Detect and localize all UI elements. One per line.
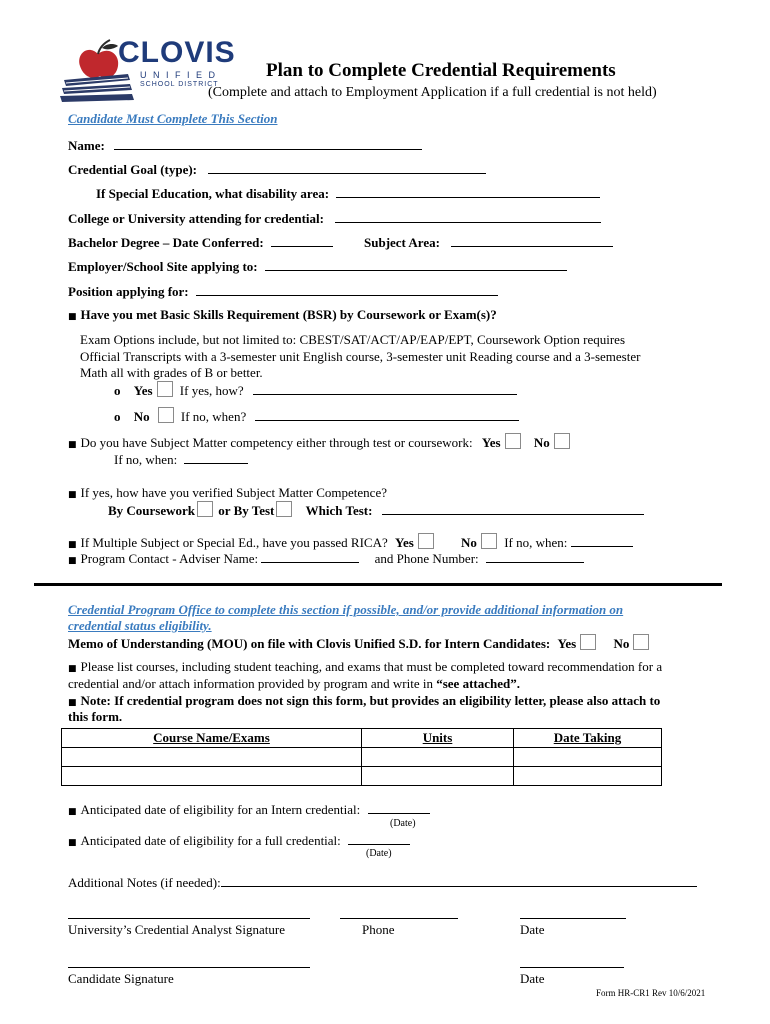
analyst-phone-label: Phone [362, 922, 395, 937]
name-label: Name: [68, 138, 105, 153]
bullet-icon: ■ [68, 664, 77, 674]
analyst-date-label: Date [520, 922, 545, 937]
special-ed-line[interactable] [336, 185, 600, 198]
form-id: Form HR-CR1 Rev 10/6/2021 [596, 988, 706, 998]
smc-no-label: No [533, 435, 550, 450]
employer-line[interactable] [265, 258, 567, 271]
page-subtitle: (Complete and attach to Employment Application if a full credential is not held) [208, 85, 657, 100]
which-test-label: Which Test: [305, 503, 373, 518]
list-courses-text-1: Please list courses, including student teaching, and exams that must be completed toward recommendation for a [80, 659, 663, 674]
analyst-date-line[interactable] [520, 906, 626, 919]
table-row [62, 767, 662, 786]
special-ed-field[interactable] [96, 185, 600, 202]
by-test-checkbox[interactable] [276, 501, 292, 517]
smc-when-line[interactable] [184, 451, 248, 464]
table-header-row [62, 729, 662, 748]
contact-line[interactable] [261, 550, 359, 563]
table-row [62, 748, 662, 767]
header-units: Units [362, 729, 514, 748]
section2-heading-2: credential status eligibility. [68, 618, 212, 633]
note-text-1: Note: If credential program does not sign this form, but provides an eligibility letter, please also attach to [80, 693, 661, 708]
table-cell[interactable] [514, 767, 662, 786]
rica-no-label: No [461, 535, 477, 550]
bsr-yes-how-line[interactable] [253, 382, 517, 395]
subject-area-line[interactable] [451, 234, 613, 247]
by-coursework-checkbox[interactable] [197, 501, 213, 517]
which-test-line[interactable] [382, 502, 644, 515]
full-date-caption: (Date) [366, 848, 392, 859]
phone-number-label: and Phone Number: [374, 551, 479, 566]
intern-date-line[interactable] [368, 801, 430, 814]
notes-label: Additional Notes (if needed): [68, 875, 221, 890]
contact-row [68, 550, 584, 567]
analyst-signature-label: University’s Credential Analyst Signature [68, 922, 285, 937]
bullet-icon: ■ [68, 540, 77, 550]
exam-options-3: Math all with grades of B or better. [80, 365, 263, 380]
section-divider [34, 583, 722, 586]
analyst-signature-line[interactable] [68, 906, 310, 919]
bullet-icon: ■ [68, 312, 77, 322]
circle-bullet-icon: o [114, 383, 121, 398]
goal-field[interactable] [68, 161, 486, 178]
smc-question-text: Do you have Subject Matter competency either through test or coursework: [80, 435, 473, 450]
bullet-icon: ■ [68, 807, 77, 817]
logo-unified: U N I F I E D [140, 70, 218, 80]
candidate-date-line[interactable] [520, 955, 624, 968]
circle-bullet-icon: o [114, 409, 121, 424]
smc-when-label: If no, when: [114, 452, 178, 467]
smc-when-field[interactable] [114, 451, 248, 468]
or-by-test-label: or By Test [218, 503, 275, 518]
phone-number-line[interactable] [486, 550, 584, 563]
position-line[interactable] [196, 283, 498, 296]
mou-label: Memo of Understanding (MOU) on file with Clovis Unified S.D. for Intern Candidates: [68, 636, 551, 651]
table-cell[interactable] [514, 748, 662, 767]
mou-no-label: No [613, 636, 630, 651]
bullet-icon: ■ [68, 490, 77, 500]
employer-field[interactable] [68, 258, 567, 275]
header-course: Course Name/Exams [62, 729, 362, 748]
contact-label: Program Contact - Adviser Name: [80, 551, 259, 566]
name-line[interactable] [114, 137, 422, 150]
bachelor-field[interactable] [68, 234, 333, 251]
mou-yes-label: Yes [557, 636, 577, 651]
intern-date-label: Anticipated date of eligibility for an Intern credential: [80, 802, 361, 817]
rica-question-text: If Multiple Subject or Special Ed., have you passed RICA? [80, 535, 388, 550]
analyst-phone-line[interactable] [340, 906, 458, 919]
bsr-yes-checkbox[interactable] [157, 381, 173, 397]
smc-question [68, 433, 574, 451]
bullet-icon: ■ [68, 440, 77, 450]
exam-options-2: Official Transcripts with a 3-semester unit English course, 3-semester unit Reading course and a 3-semester [80, 349, 641, 364]
mou-yes-checkbox[interactable] [580, 634, 596, 650]
list-courses-text-2: credential and/or attach information provided by program and write in [68, 676, 437, 691]
verify-options-row [108, 501, 644, 519]
name-field[interactable] [68, 137, 422, 154]
bsr-question-text: Have you met Basic Skills Requirement (BSR) by Coursework or Exam(s)? [80, 307, 497, 322]
full-date-line[interactable] [348, 832, 410, 845]
smc-yes-checkbox[interactable] [505, 433, 521, 449]
goal-line[interactable] [208, 161, 486, 174]
note-2: this form. [68, 709, 123, 724]
bsr-yes-how-label: If yes, how? [179, 383, 244, 398]
section2-heading-1: Credential Program Office to complete this section if possible, and/or provide additional information on [68, 602, 624, 617]
bsr-no-checkbox[interactable] [158, 407, 174, 423]
table-cell[interactable] [362, 767, 514, 786]
notes-line[interactable] [221, 874, 697, 887]
bullet-icon: ■ [68, 698, 77, 708]
rica-when-line[interactable] [571, 534, 633, 547]
list-courses-2 [68, 676, 520, 692]
rica-yes-label: Yes [395, 535, 414, 550]
exam-options-1: Exam Options include, but not limited to: CBEST/SAT/ACT/AP/EAP/EPT, Coursework Option requires [80, 332, 626, 347]
bsr-yes-label: Yes [133, 383, 153, 398]
bullet-icon: ■ [68, 556, 77, 566]
college-line[interactable] [335, 210, 601, 223]
list-courses-1 [68, 659, 662, 675]
table-cell[interactable] [362, 748, 514, 767]
mou-row [68, 634, 653, 652]
bachelor-label: Bachelor Degree – Date Conferred: [68, 235, 264, 250]
bachelor-line[interactable] [271, 234, 333, 247]
bsr-no-when-line[interactable] [255, 408, 519, 421]
rica-yes-checkbox[interactable] [418, 533, 434, 549]
candidate-signature-label: Candidate Signature [68, 971, 174, 986]
rica-when-label: If no, when: [504, 535, 568, 550]
bsr-no-row [114, 407, 519, 425]
candidate-date-label: Date [520, 971, 545, 986]
smc-yes-label: Yes [481, 435, 501, 450]
special-ed-label: If Special Education, what disability area: [96, 186, 330, 201]
bsr-question [68, 307, 497, 323]
rica-no-checkbox[interactable] [481, 533, 497, 549]
see-attached-text: “see attached”. [436, 676, 520, 691]
table-cell[interactable] [62, 748, 362, 767]
verify-question-text: If yes, how have you verified Subject Matter Competence? [80, 485, 387, 500]
by-coursework-label: By Coursework [108, 503, 196, 518]
page-title: Plan to Complete Credential Requirements [266, 60, 616, 81]
verify-question [68, 485, 387, 501]
college-field[interactable] [68, 210, 601, 227]
header-date-taking: Date Taking [514, 729, 662, 748]
logo-district: SCHOOL DISTRICT [140, 81, 219, 88]
full-date-label: Anticipated date of eligibility for a full credential: [80, 833, 341, 848]
goal-label: Credential Goal (type): [68, 162, 198, 177]
candidate-signature-line[interactable] [68, 955, 310, 968]
intern-date-row [68, 801, 430, 818]
notes-row [68, 874, 697, 891]
bsr-yes-row [114, 381, 517, 399]
logo-name: CLOVIS [118, 36, 236, 69]
employer-label: Employer/School Site applying to: [68, 259, 258, 274]
smc-no-checkbox[interactable] [554, 433, 570, 449]
position-field[interactable] [68, 283, 498, 300]
rica-question [68, 533, 633, 551]
intern-date-caption: (Date) [390, 818, 416, 829]
bullet-icon: ■ [68, 838, 77, 848]
full-date-row [68, 832, 410, 849]
bsr-no-when-label: If no, when? [180, 409, 247, 424]
mou-no-checkbox[interactable] [633, 634, 649, 650]
courses-table [61, 728, 662, 786]
subject-area-field[interactable] [364, 234, 613, 251]
bsr-no-label: No [133, 409, 150, 424]
college-label: College or University attending for credential: [68, 211, 324, 226]
note-1 [68, 693, 660, 709]
section1-heading: Candidate Must Complete This Section [68, 111, 278, 126]
subject-area-label: Subject Area: [364, 235, 440, 250]
table-cell[interactable] [62, 767, 362, 786]
position-label: Position applying for: [68, 284, 189, 299]
